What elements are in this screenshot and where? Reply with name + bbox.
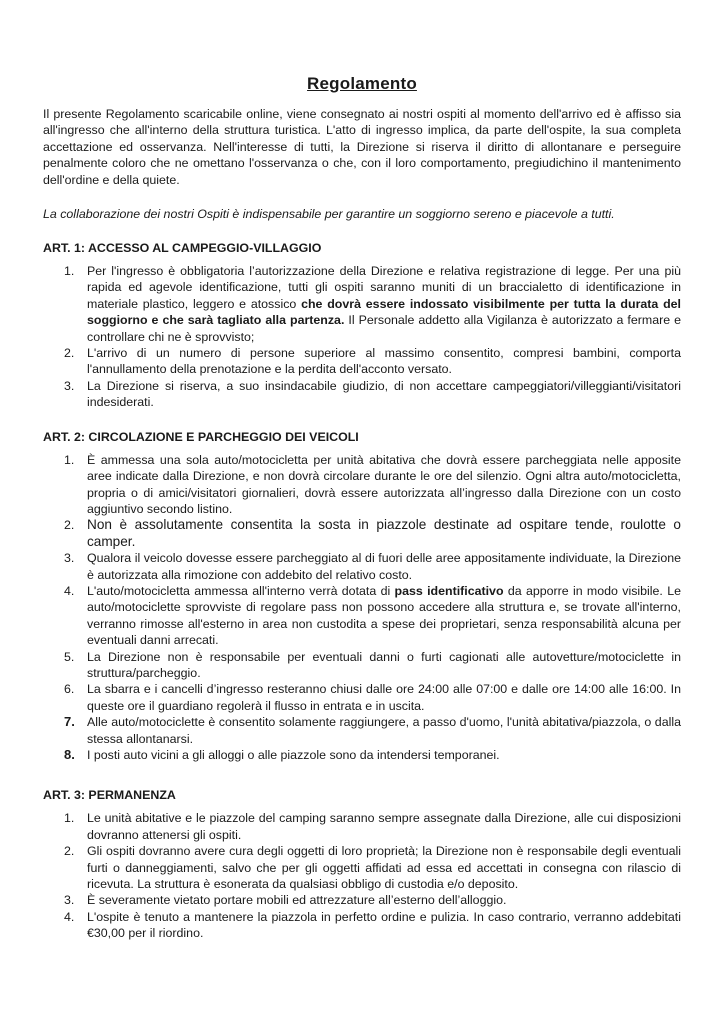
list-item xyxy=(43,378,681,411)
item-text-bold: pass identificativo xyxy=(394,583,504,598)
item-text: L'ospite è tenuto a mantenere la piazzola in perfetto ordine e pulizia. In caso contrario, verranno addebitati €30,00 per il riordino. xyxy=(87,909,681,941)
intro-paragraph: Il presente Regolamento scaricabile online, viene consegnato ai nostri ospiti al momento dell'arrivo ed è affisso sia all'ingresso che all'interno della struttura turistica. L'atto di ingresso implica, da parte dell'ospite, la sua completa accettazione ed osservanza. Nell'interesse di tutti, la Direzione si riserva il diritto di allontanare e perseguire penalmente coloro che ne omettano l'osservanza o che, con il loro comportamento, pregiudichino il mantenimento dell'ordine e della quiete. xyxy=(43,107,681,187)
item-text: Per l'ingresso è obbligatoria l’autorizzazione della Direzione e relativa registrazione di legge. Per una più rapida ed agevole identificazione, tutti gli ospiti saranno muniti di un braccialetto di identificazione in materiale plastico, leggero e atossico xyxy=(87,264,681,311)
item-number: 4. xyxy=(64,909,75,924)
page-title: Regolamento xyxy=(307,74,417,93)
list-item xyxy=(43,892,681,908)
item-number: 2. xyxy=(64,518,75,533)
list-item xyxy=(43,583,681,649)
article-2-heading: ART. 2: CIRCOLAZIONE E PARCHEGGIO DEI VEICOLI xyxy=(43,429,359,444)
item-text: Le unità abitative e le piazzole del camping saranno sempre assegnate dalla Direzione, alle cui disposizioni dovranno attenersi gli ospiti. xyxy=(87,811,681,842)
item-text: Il Personale addetto alla Vigilanza è autorizzato a fermare e controllare chi ne è sprovvisto; xyxy=(87,313,681,344)
item-text: Qualora il veicolo dovesse essere parcheggiato al di fuori delle aree appositamente individuate, la Direzione è autorizzata alla rimozione con addebito del relativo costo. xyxy=(87,551,681,582)
article-1-list xyxy=(43,263,681,411)
item-text: L'arrivo di un numero di persone superiore al massimo consentito, compresi bambini, comporta l'annullamento della prenotazione e la perdita dell'acconto versato. xyxy=(87,346,681,377)
item-number: 4. xyxy=(64,583,75,598)
item-text: Gli ospiti dovranno avere cura degli oggetti di loro proprietà; la Direzione non è responsabile degli eventuali furti o danneggiamenti, salvo che per gli oggetti affidati ad essa ed accettati in consegna con rilascio di ricevuta. La struttura è esonerata da qualsiasi obbligo di custodia e/o deposito. xyxy=(87,844,681,892)
item-text-bold: che dovrà essere indossato visibilmente per tutta la durata del soggiorno e che sarà tagliato alla partenza. xyxy=(87,296,681,328)
item-number: 6. xyxy=(64,682,75,697)
article-2-list xyxy=(43,452,681,764)
item-text: È severamente vietato portare mobili ed attrezzature all’esterno dell’alloggio. xyxy=(87,893,507,908)
list-item xyxy=(43,843,681,892)
article-3-list xyxy=(43,810,681,941)
item-number: 1. xyxy=(64,264,75,279)
collaboration-note: La collaborazione dei nostri Ospiti è indispensabile per garantire un soggiorno sereno e piacevole a tutti. xyxy=(43,207,615,222)
item-number: 5. xyxy=(64,649,75,664)
list-item xyxy=(43,263,681,345)
article-1-heading: ART. 1: ACCESSO AL CAMPEGGIO-VILLAGGIO xyxy=(43,241,322,256)
item-number: 8. xyxy=(64,747,75,762)
list-item xyxy=(43,345,681,378)
list-item xyxy=(43,517,681,550)
list-item xyxy=(43,747,681,763)
item-text: La sbarra e i cancelli d’ingresso resteranno chiusi dalle ore 24:00 alle 07:00 e dalle ore 14:00 alle 16:00. In queste ore il guardiano regolerà il flusso in entrata e in uscita. xyxy=(87,682,681,713)
list-item xyxy=(43,649,681,682)
list-item xyxy=(43,909,681,942)
item-number: 1. xyxy=(64,811,75,826)
list-item xyxy=(43,810,681,843)
item-text: Alle auto/motociclette è consentito solamente raggiungere, a passo d'uomo, l'unità abitativa/piazzola, o dalla stessa allontanarsi. xyxy=(87,715,681,746)
item-number: 3. xyxy=(64,378,75,393)
item-text: Non è assolutamente consentita la sosta in piazzole destinate ad ospitare tende, roulotte o camper. xyxy=(87,517,681,549)
item-number: 7. xyxy=(64,714,75,730)
item-text: L'auto/motocicletta ammessa all'interno verrà dotata di xyxy=(87,583,395,598)
item-number: 2. xyxy=(64,844,75,859)
item-text: da apporre in modo visibile. Le auto/motociclette sprovviste di regolare pass non possono accedere alla struttura e, se trovate all'interno, verranno rimosse all'esterno in area non custodita a spese dei proprietari, senza responsabilità alcuna per eventuali danni arrecati. xyxy=(87,583,681,648)
item-text: La Direzione si riserva, a suo insindacabile giudizio, di non accettare campeggiatori/villeggianti/visitatori indesiderati. xyxy=(87,378,681,410)
list-item xyxy=(43,452,681,518)
item-number: 3. xyxy=(64,551,75,566)
article-3-heading: ART. 3: PERMANENZA xyxy=(43,788,176,803)
item-number: 2. xyxy=(64,346,75,361)
item-number: 3. xyxy=(64,893,75,908)
list-item xyxy=(43,550,681,583)
item-text: È ammessa una sola auto/motocicletta per unità abitativa che dovrà essere parcheggiata nelle apposite aree indicate dalla Direzione, e non dovrà circolare durante le ore del silenzio. Ogni altra auto/motocicletta, propria o di amici/visitatori giornalieri, dovrà essere autorizzata all’ingresso dalla Direzione con un costo aggiuntivo secondo listino. xyxy=(87,452,681,516)
item-number: 1. xyxy=(64,452,75,467)
item-text: I posti auto vicini a gli alloggi o alle piazzole sono da intendersi temporanei. xyxy=(87,748,500,762)
item-text: La Direzione non è responsabile per eventuali danni o furti cagionati alle autovetture/motociclette in struttura/parcheggio. xyxy=(87,649,681,680)
list-item xyxy=(43,681,681,714)
list-item xyxy=(43,714,681,747)
